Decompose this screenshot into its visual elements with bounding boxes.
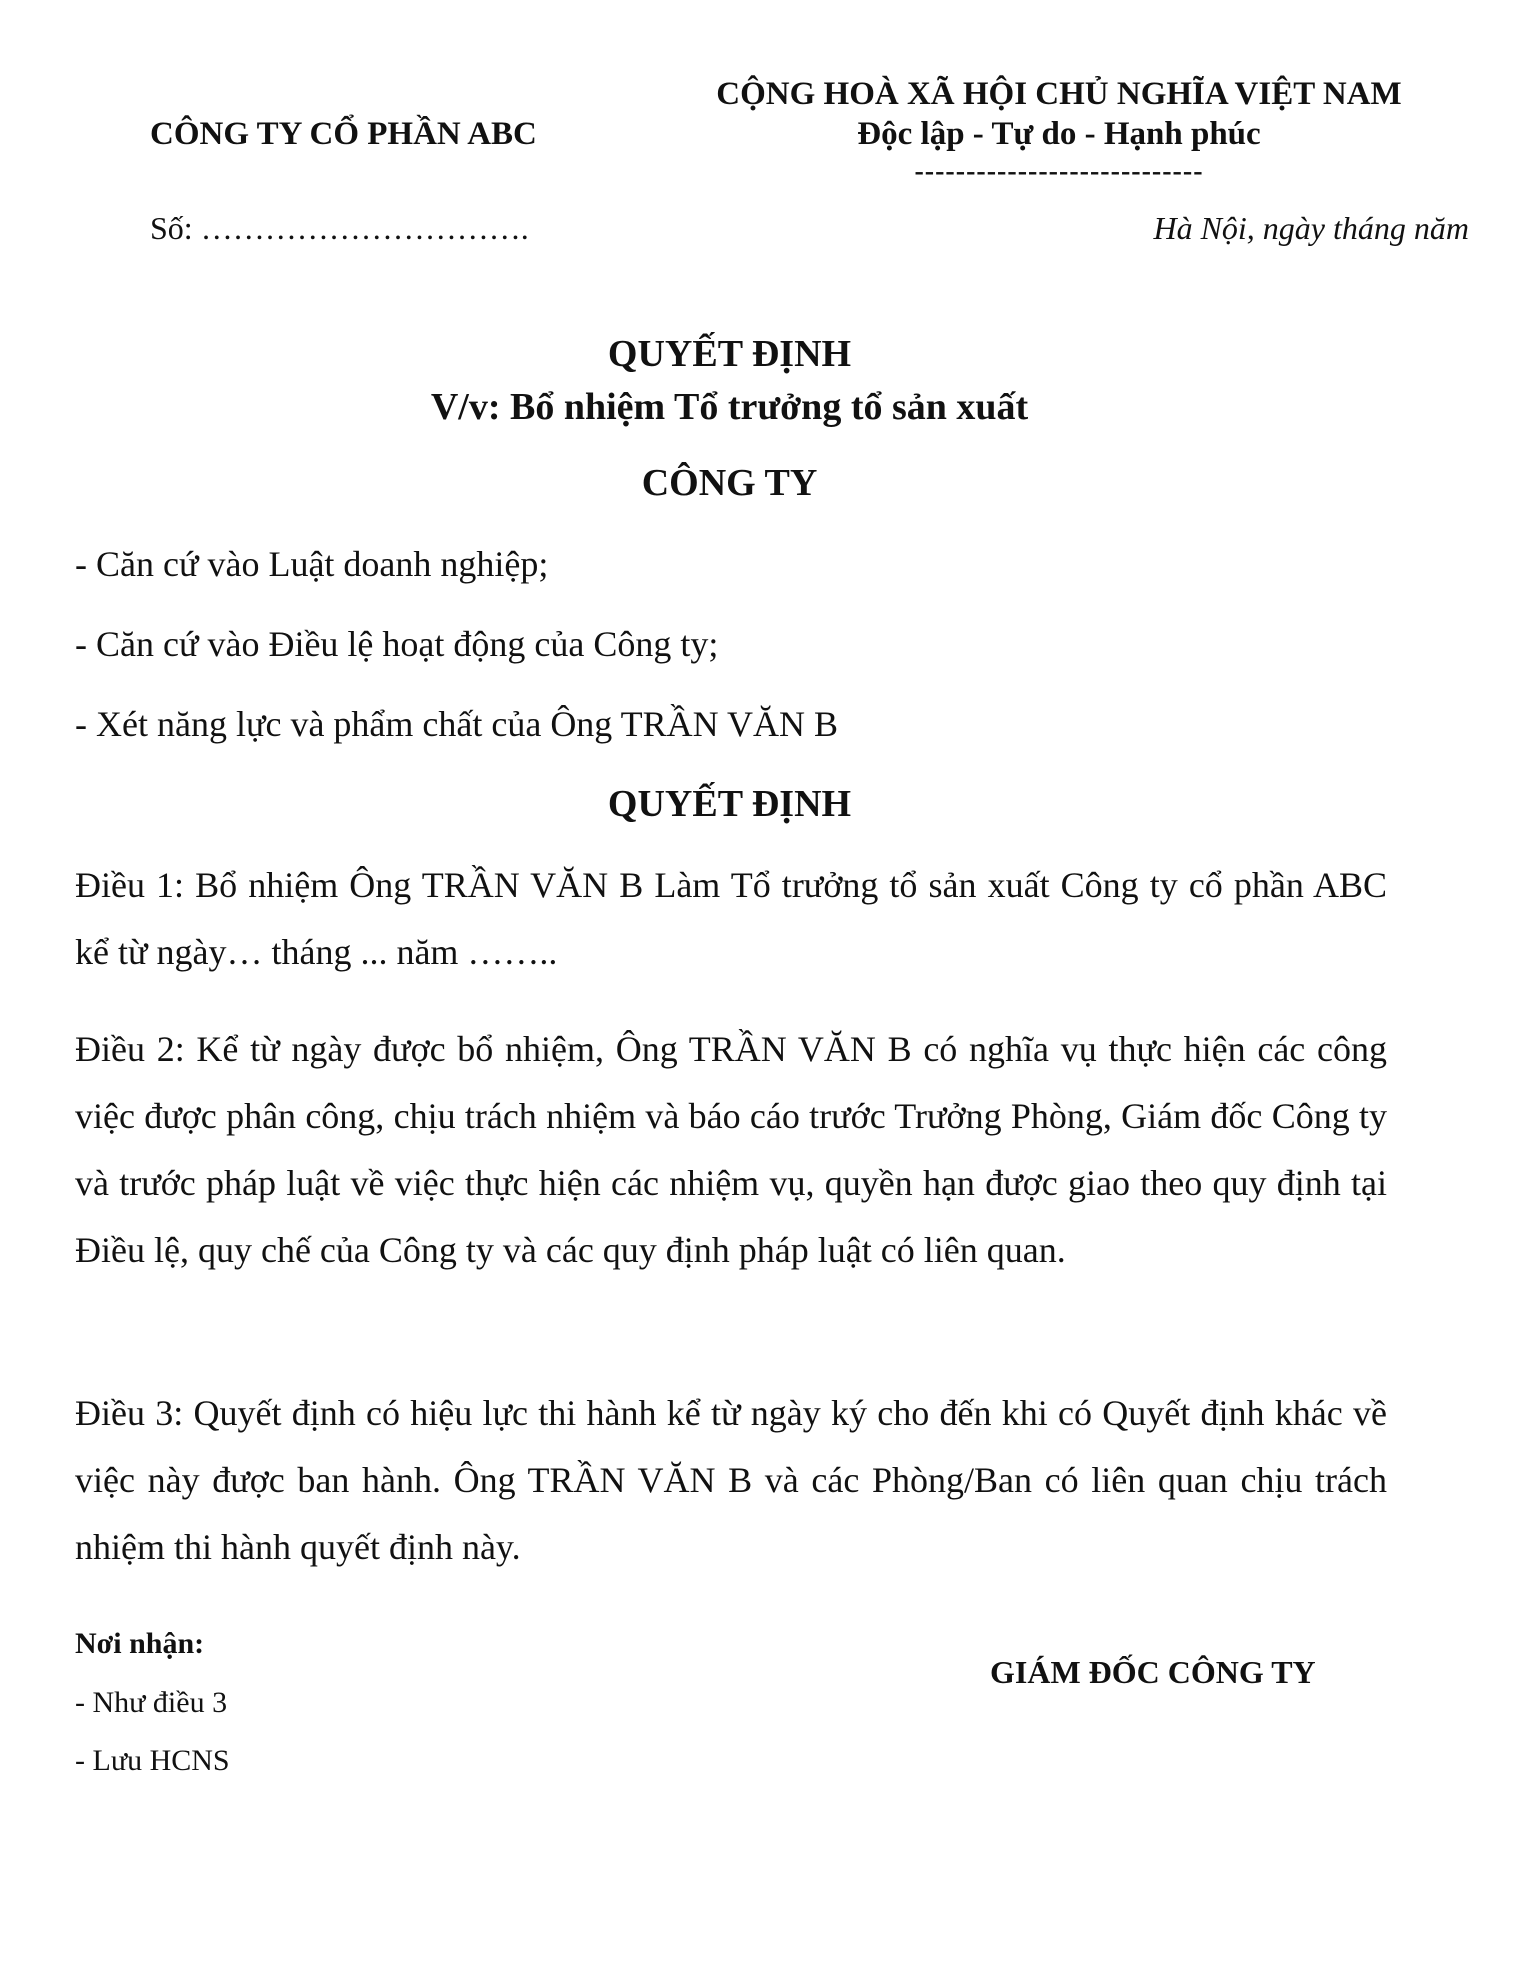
article-3: Điều 3: Quyết định có hiệu lực thi hành kể từ ngày ký cho đến khi có Quyết định khác về việc này được ban hành. Ông TRẦN VĂN B và các Phòng/Ban có liên quan chịu trách nhiệm thi hành quyết định này. (75, 1393, 1387, 1567)
national-motto: Độc lập - Tự do - Hạnh phúc (857, 116, 1261, 152)
decision-heading: QUYẾT ĐỊNH (607, 783, 852, 825)
signer-title: GIÁM ĐỐC CÔNG TY (990, 1654, 1316, 1690)
issuing-authority: CÔNG TY (641, 462, 818, 504)
legal-basis-item: - Căn cứ vào Điều lệ hoạt động của Công ty; (75, 624, 719, 664)
recipients-heading: Nơi nhận: (75, 1627, 205, 1660)
article-2: Điều 2: Kể từ ngày được bổ nhiệm, Ông TRẦN VĂN B có nghĩa vụ thực hiện các công việc được phân công, chịu trách nhiệm và báo cáo trước Trưởng Phòng, Giám đốc Công ty và trước pháp luật về việc thực hiện các nhiệm vụ, quyền hạn được giao theo quy định tại Điều lệ, quy chế của Công ty và các quy định pháp luật có liên quan. (75, 1029, 1387, 1270)
company-name: CÔNG TY CỔ PHẦN ABC (150, 116, 537, 152)
place-and-date: Hà Nội, ngày tháng năm (1153, 210, 1469, 246)
article-1: Điều 1: Bổ nhiệm Ông TRẦN VĂN B Làm Tổ trưởng tổ sản xuất Công ty cổ phần ABC kể từ ngày… tháng ... năm …….. (75, 865, 1387, 972)
recipient-item: - Lưu HCNS (75, 1744, 230, 1777)
recipient-item: - Như điều 3 (75, 1686, 228, 1719)
document-number: Số: …………………………. (150, 210, 529, 246)
document-subject: V/v: Bổ nhiệm Tổ trưởng tổ sản xuất (430, 386, 1029, 428)
legal-basis-item: - Căn cứ vào Luật doanh nghiệp; (75, 544, 549, 584)
document-title: QUYẾT ĐỊNH (607, 333, 852, 375)
national-title: CỘNG HOÀ XÃ HỘI CHỦ NGHĨA VIỆT NAM (716, 76, 1402, 112)
legal-basis-item: - Xét năng lực và phẩm chất của Ông TRẦN VĂN B (75, 704, 839, 744)
motto-underline: ---------------------------- (914, 156, 1204, 187)
